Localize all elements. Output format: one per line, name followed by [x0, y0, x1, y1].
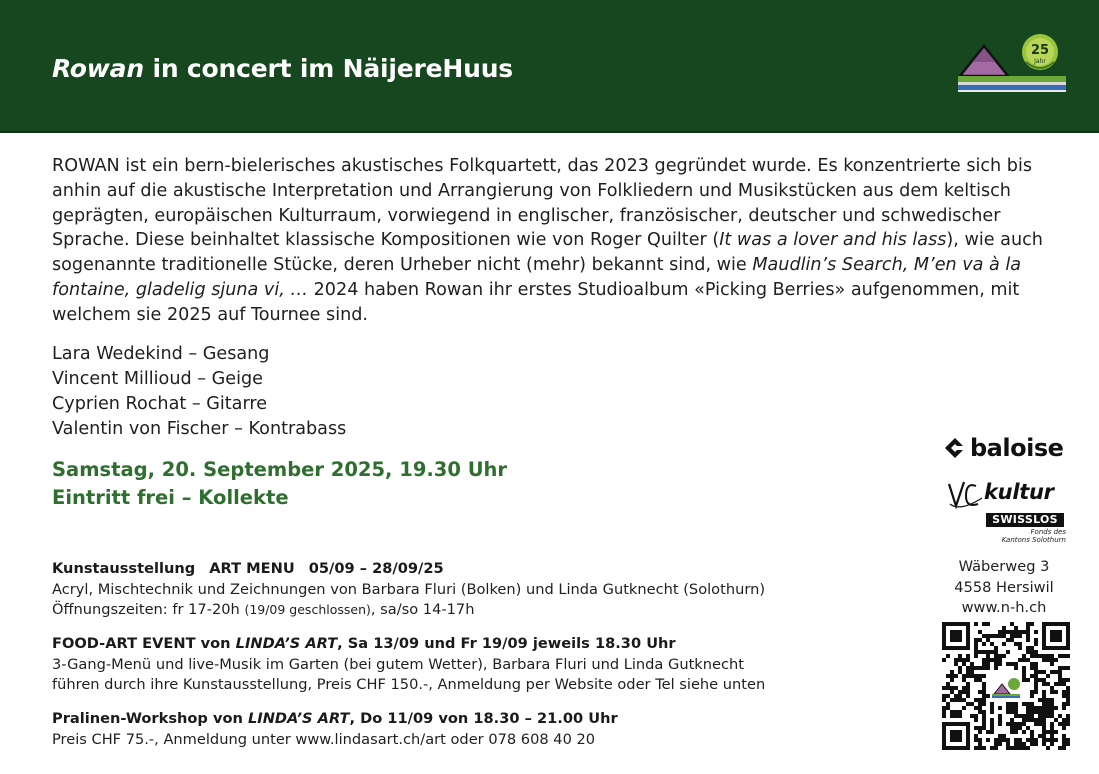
- intro-text-1: ROWAN ist ein bern-bielerisches akustisches Folkquartett, das 2023 gegründet wurde. Es konzentrierte sich bis anhin auf die akustische Interpretation und Arrangierung von Folkliedern und Musikstücken aus dem keltisch geprägten, europäischen Kulturraum, vorwiegend in englischer, französischer, deutscher und schwedischer Sprache. Diese beinhaltet klassische Kompositionen wie von Roger Quilter (: [52, 156, 1033, 251]
- kultur-text: kultur: [984, 480, 1054, 504]
- page-title: [52, 54, 513, 83]
- event-food-art: [52, 634, 912, 696]
- address-city: 4558 Hersiwil: [954, 578, 1054, 596]
- concert-date: Samstag, 20. September 2025, 19.30 Uhr: [52, 458, 508, 481]
- event-title-part: 05/09 – 28/09/25: [308, 560, 444, 577]
- intro-text-2: ), wie auch sogenannte traditionelle Stücke, deren Urheber nicht (mehr) bekannt sind, wie: [52, 230, 1043, 276]
- event-title-part: FOOD-ART EVENT von: [52, 635, 236, 652]
- event-title-part: , Sa 13/09 und Fr 19/09 jeweils 18.30 Uhr: [337, 635, 676, 652]
- swisslos-text: SWISSLOS: [986, 513, 1064, 527]
- event-description: 3-Gang-Menü und live-Musik im Garten (bei gutem Wetter), Barbara Fluri und Linda Gutknecht: [52, 655, 744, 673]
- baloise-diamond-icon: [944, 437, 966, 459]
- intro-italic-2: Maudlin’s Search, M’en va à la fontaine, gladelig sjuna vi, …: [52, 255, 1022, 300]
- performer-item: Cyprien Rochat – Gitarre: [52, 394, 268, 414]
- swisslos-subtitle: [986, 528, 1066, 544]
- event-description: Acryl, Mischtechnik und Zeichnungen von Barbara Fluri (Bolken) und Linda Gutknecht (Solothurn): [52, 580, 766, 598]
- event-title-part: , Do 11/09 von 18.30 – 21.00 Uhr: [349, 710, 618, 727]
- event-art-exhibition: [52, 559, 912, 621]
- address-website[interactable]: www.n-h.ch: [961, 599, 1047, 616]
- event-title-part: LINDA’S ART: [235, 635, 338, 652]
- hours-note: (19/09 geschlossen): [244, 602, 371, 617]
- swisslos-sub-line: Fonds des: [1030, 528, 1066, 536]
- performer-item: Valentin von Fischer – Kontrabass: [52, 419, 347, 439]
- qr-code-icon[interactable]: [942, 622, 1070, 750]
- event-title-part: ART MENU: [209, 560, 295, 577]
- event-title: [52, 634, 912, 655]
- hours-text: Öffnungszeiten: fr 17-20h: [52, 601, 245, 618]
- logo-badge-sub: Jahr: [1034, 58, 1046, 65]
- concert-date-block: [52, 456, 507, 511]
- event-opening-hours: [52, 600, 912, 621]
- baloise-text: baloise: [970, 434, 1064, 462]
- naijerehuus-logo: [954, 32, 1070, 96]
- event-title: [52, 559, 912, 580]
- performer-item: Lara Wedekind – Gesang: [52, 344, 270, 364]
- title-rest: in concert im NäijereHuus: [143, 54, 513, 83]
- address-street: Wäberweg 3: [958, 558, 1050, 575]
- event-title-part: Kunstausstellung: [52, 560, 196, 577]
- so-signature-icon: [946, 478, 986, 514]
- intro-text-3: 2024 haben Rowan ihr erstes Studioalbum «Picking Berries» aufgenommen, mit welchem sie 2025 auf Tournee sind.: [52, 279, 1020, 325]
- hours-text: , sa/so 14-17h: [370, 601, 475, 618]
- intro-italic-1: It was a lover and his lass: [719, 230, 947, 251]
- intro-paragraph: [52, 154, 1062, 328]
- kultur-swisslos-logo: [946, 478, 1070, 548]
- event-description: Preis CHF 75.-, Anmeldung unter www.lindasart.ch/art oder 078 608 40 20: [52, 730, 596, 748]
- swisslos-sub-line: Kantons Solothurn: [1001, 536, 1066, 544]
- performers-list: [52, 342, 652, 442]
- concert-entry: Eintritt frei – Kollekte: [52, 485, 289, 509]
- event-title-part: LINDA’S ART: [247, 710, 350, 727]
- baloise-logo: [944, 432, 1063, 464]
- band-name: Rowan: [52, 54, 144, 83]
- event-title-part: Pralinen-Workshop von: [52, 710, 248, 727]
- logo-badge-number: 25: [1030, 43, 1050, 58]
- event-pralinen-workshop: [52, 709, 912, 750]
- performer-item: Vincent Millioud – Geige: [52, 369, 263, 389]
- venue-address: [937, 557, 1071, 619]
- event-title: [52, 709, 912, 730]
- header-banner: [0, 0, 1099, 133]
- event-description: führen durch ihre Kunstausstellung, Preis CHF 150.-, Anmeldung per Website oder Tel siehe unten: [52, 676, 766, 693]
